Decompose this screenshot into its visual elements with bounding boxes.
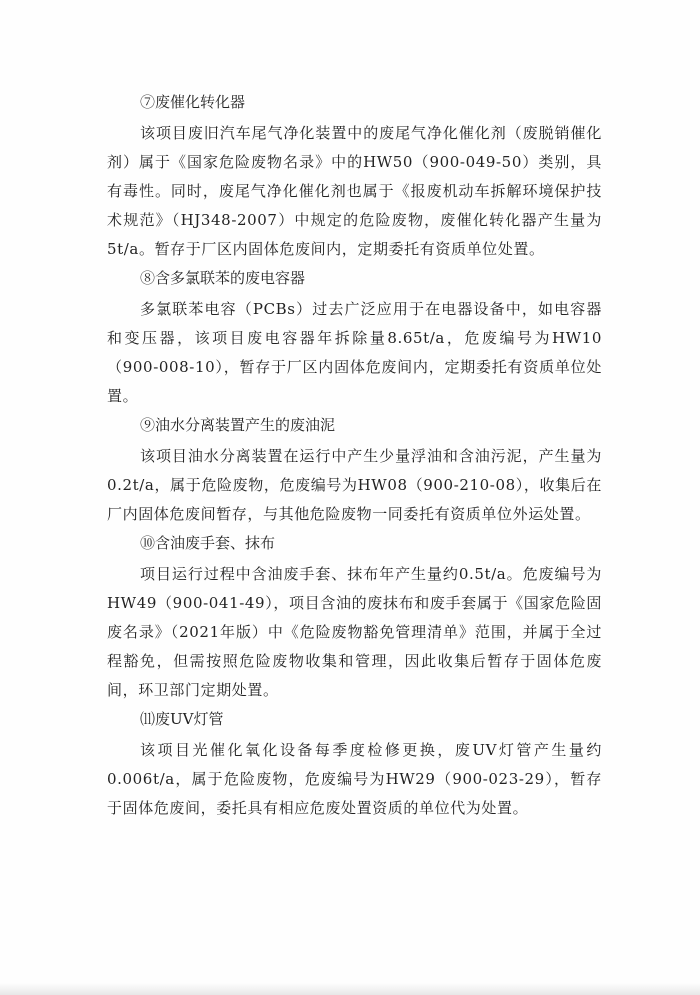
section-paragraph: 该项目光催化氧化设备每季度检修更换，废UV灯管产生量约0.006t/a，属于危险废物，危废编号为HW29（900-023-29），暂存于固体危废间，委托具有相应危废处置资质的单位代为处置。: [107, 741, 602, 817]
section-heading: ⑨油水分离装置产生的废油泥: [140, 416, 336, 434]
page-bottom-edge: [0, 983, 700, 995]
section-pcb-capacitor: [107, 264, 602, 411]
section-heading: ⑦废催化转化器: [140, 93, 246, 111]
document-body: [107, 88, 602, 823]
section-uv-lamp: [107, 705, 602, 823]
section-paragraph: 多氯联苯电容（PCBs）过去广泛应用于在电器设备中，如电容器和变压器，该项目废电容器年拆除量8.65t/a，危废编号为HW10（900-008-10），暂存于厂区内固体危废间内，定期委托有资质单位处置。: [107, 300, 602, 405]
section-heading: ⑩含油废手套、抹布: [140, 534, 276, 552]
section-heading: ⑾废UV灯管: [140, 710, 224, 728]
section-waste-catalytic-converter: [107, 88, 602, 264]
section-paragraph: 该项目废旧汽车尾气净化装置中的废尾气净化催化剂（废脱销催化剂）属于《国家危险废物名录》中的HW50（900-049-50）类别，具有毒性。同时，废尾气净化催化剂也属于《报废机动车拆解环境保护技术规范》（HJ348-2007）中规定的危险废物，废催化转化器产生量为5t/a。暂存于厂区内固体危废间内，定期委托有资质单位处置。: [107, 124, 602, 258]
section-heading: ⑧含多氯联苯的废电容器: [140, 269, 306, 287]
section-paragraph: 该项目油水分离装置在运行中产生少量浮油和含油污泥，产生量为0.2t/a，属于危险废物，危废编号为HW08（900-210-08），收集后在厂内固体危废间暂存，与其他危险废物一同委托有资质单位外运处置。: [107, 447, 602, 523]
section-oily-gloves-rags: [107, 529, 602, 705]
section-paragraph: 项目运行过程中含油废手套、抹布年产生量约0.5t/a。危废编号为HW49（900-041-49），项目含油的废抹布和废手套属于《国家危险固废名录》（2021年版）中《危险废物豁免管理清单》范围，并属于全过程豁免，但需按照危险废物收集和管理，因此收集后暂存于固体危废间，环卫部门定期处置。: [107, 565, 602, 699]
section-oily-sludge: [107, 411, 602, 529]
